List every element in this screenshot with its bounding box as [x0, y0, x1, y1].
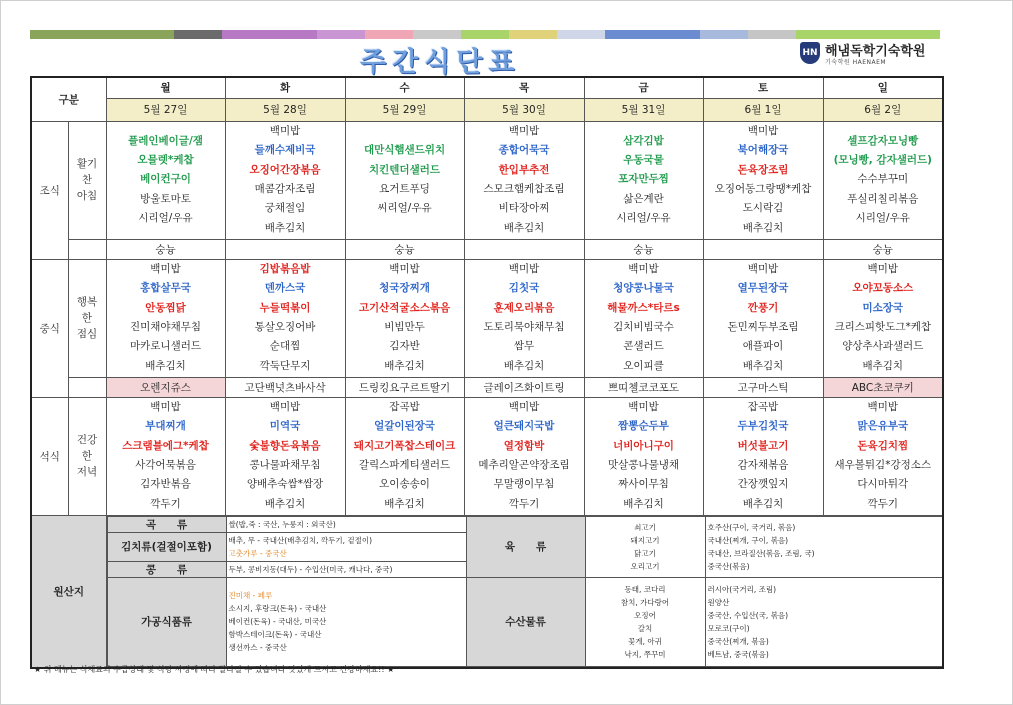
menu-item: 백미밥	[867, 401, 898, 414]
menu-item: 두부김칫국	[737, 420, 789, 433]
footer-note: ★ 위 메뉴는 식재료의 수급상태 및 식당 사정에 따라 달라질 수 있습니다 맛있게 드시고 건강하세요!! ★	[34, 665, 395, 674]
menu-item: 백미밥	[269, 125, 301, 138]
menu-item: 백미밥	[508, 125, 540, 138]
menu-item: 쌈무	[513, 340, 535, 353]
date-cell: 5월 28일	[225, 98, 345, 121]
menu-item: 깍두기	[150, 497, 181, 510]
date-cell: 5월 30일	[464, 98, 584, 121]
menu-cell	[464, 121, 584, 239]
menu-cell	[703, 259, 823, 377]
menu-item: 오징어동그랑땡*케찹	[714, 183, 812, 195]
stripe-segment	[796, 30, 844, 39]
menu-item: 플레인베이글/잼	[128, 134, 203, 147]
menu-item: 백미밥	[150, 401, 181, 414]
extra-cell	[703, 239, 823, 259]
stripe-segment	[126, 30, 174, 39]
menu-item: 통살오징어바	[254, 321, 316, 333]
menu-item: 돈육장조림	[737, 163, 789, 176]
menu-item: 수수부꾸미	[857, 173, 909, 186]
menu-cell	[823, 121, 943, 239]
gubun-header: 구분	[31, 77, 106, 121]
menu-item: 새우볼튀김*강정소스	[834, 459, 932, 471]
menu-item: 깍둑단무지	[259, 359, 311, 372]
menu-item: 깐풍기	[747, 301, 779, 314]
snack-cell: ABC초코쿠키	[823, 377, 943, 397]
snack-cell: 드링킹요구르트딸기	[345, 377, 464, 397]
menu-item: 너비아니구이	[613, 439, 674, 452]
menu-item: 잡곡밥	[389, 401, 420, 414]
menu-item: 요거트푸딩	[379, 183, 430, 195]
date-cell: 6월 2일	[823, 98, 943, 121]
menu-item: 청국장찌개	[379, 282, 430, 295]
menu-item: 백미밥	[867, 263, 898, 276]
menu-item: 숯불향돈육볶음	[249, 439, 321, 452]
day-header: 월	[106, 77, 225, 98]
menu-item: 삶은계란	[623, 192, 664, 205]
menu-item: 잡곡밥	[747, 401, 779, 414]
menu-item: 메추리알곤약장조림	[478, 459, 570, 471]
extra-cell: 숭늉	[823, 239, 943, 259]
menu-item: 시리얼/우유	[616, 211, 671, 224]
origin-kimchi-values: 배추, 무 - 국내산(배추김치, 깍두기, 겉절이) 고춧가루 - 중국산	[226, 532, 466, 561]
origin-meat-label: 육 류	[466, 516, 585, 577]
day-header: 목	[464, 77, 584, 98]
day-header: 금	[584, 77, 703, 98]
snack-cell: 고단백넛츠바사삭	[225, 377, 345, 397]
meal-sublabel: 건강 한 저녁	[68, 397, 106, 515]
origin-meat-items: 쇠고기 돼지고기 닭고기 오리고기	[585, 516, 705, 577]
menu-item: 오믈렛*케찹	[137, 154, 194, 167]
menu-item: 들깨수제비국	[254, 144, 316, 157]
origin-kimchi-label: 김치류(걸절이포함)	[107, 532, 226, 561]
menu-cell	[823, 259, 943, 377]
menu-cell	[106, 259, 225, 377]
day-header: 일	[823, 77, 943, 98]
menu-item: 갈릭스파게티샐러드	[358, 459, 451, 471]
menu-item: 콩나물파채무침	[249, 459, 321, 471]
snack-cell: 오렌지쥬스	[106, 377, 225, 397]
menu-item: 덴까스국	[264, 282, 306, 295]
menu-item: 오이송송이	[379, 478, 430, 491]
extra-cell: 숭늉	[584, 239, 703, 259]
logo	[800, 40, 925, 66]
menu-item: 베이컨구이	[140, 173, 191, 186]
menu-item: 우동국물	[623, 154, 664, 167]
origin-meat-values: 호주산(구이, 국거리, 볶음) 국내산(찌개, 구이, 볶음) 국내산, 브라질산(볶음, 조림, 국) 중국산(볶음)	[705, 516, 943, 577]
origin-processed-values: 진미채 - 페루 소시지, 후랑크(돈육) - 국내산 베이컨(돈육) - 국내산, 미국산 함박스테이크(돈육) - 국내산 생선까스 - 중국산	[226, 577, 466, 666]
day-header: 화	[225, 77, 345, 98]
menu-cell	[464, 397, 584, 515]
menu-item: 셀프감자모닝빵	[847, 134, 919, 147]
menu-cell	[225, 121, 345, 239]
origin-label: 원산지	[31, 515, 106, 668]
menu-item: 얼큰돼지국밥	[493, 420, 555, 433]
menu-item: 양배추숙쌈*쌈장	[246, 478, 324, 491]
menu-item: 스크램블에그*케찹	[122, 439, 209, 452]
meal-sublabel-empty	[68, 239, 106, 259]
origin-sea-values: 러시아(국거리, 조림) 원양산 중국산, 수입산(국, 볶음) 모로코(구이) 중국산(찌개, 볶음) 베트남, 중국(볶음)	[705, 577, 943, 666]
menu-item: 배추김치	[503, 221, 545, 234]
menu-item: 김치비빔국수	[613, 321, 674, 333]
stripe-segment	[78, 30, 126, 39]
origin-bean-value: 두부, 콩비지동(대두) - 수입산(미국, 캐나다, 중국)	[226, 561, 466, 577]
menu-item: 김자반볶음	[140, 478, 191, 491]
snack-cell: 쁘띠첼코코포도	[584, 377, 703, 397]
menu-item: 백미밥	[747, 125, 779, 138]
meal-label-lunch: 중식	[31, 259, 68, 397]
menu-item: 시리얼/우유	[855, 211, 910, 224]
menu-item: 김자반	[389, 340, 420, 353]
menu-item: 열정함박	[503, 439, 545, 452]
menu-cell	[464, 259, 584, 377]
menu-cell	[584, 397, 703, 515]
menu-item: 순대찜	[269, 340, 301, 353]
menu-item: 마카로니샐러드	[130, 340, 202, 353]
menu-item: 백미밥	[747, 263, 779, 276]
menu-item: 애플파이	[742, 340, 784, 353]
meal-sublabel: 행복 한 점심	[68, 259, 106, 377]
menu-item: 얼갈이된장국	[374, 420, 435, 433]
stripe-segment	[605, 30, 653, 39]
menu-item: 오야꼬동소스	[852, 282, 914, 295]
logo-sub: 기숙학원 HAENAEM	[825, 59, 887, 66]
menu-item: 미역국	[269, 420, 301, 433]
stripe-segment	[30, 30, 78, 39]
origin-table	[107, 516, 944, 667]
menu-cell	[345, 121, 464, 239]
menu-item: 고기산적굴소스볶음	[358, 301, 451, 314]
menu-item: 배추김치	[623, 497, 664, 510]
origin-processed-label: 가공식품류	[107, 577, 226, 666]
menu-item: 궁채절임	[264, 202, 306, 215]
date-cell: 5월 27일	[106, 98, 225, 121]
stripe-segment	[413, 30, 461, 39]
stripe-segment	[653, 30, 701, 39]
menu-item: 시리얼/우유	[138, 211, 193, 224]
menu-item: 백미밥	[508, 401, 540, 414]
menu-item: 맛살콩나물냉채	[608, 459, 680, 471]
menu-cell	[106, 121, 225, 239]
menu-item: 다시마튀각	[857, 478, 909, 491]
menu-item: 콘샐러드	[623, 340, 664, 353]
menu-item: 무말랭이무침	[493, 478, 555, 491]
menu-item: 간장깻잎지	[737, 478, 789, 491]
menu-item: 백미밥	[269, 401, 301, 414]
menu-item: 포자만두찜	[618, 173, 669, 186]
menu-item: 짬뽕순두부	[618, 420, 669, 433]
menu-item: 돼지고기폭찹스테이크	[353, 439, 456, 452]
menu-item: 배추김치	[145, 359, 186, 372]
stripe-segment	[509, 30, 557, 39]
menu-item: 비빔만두	[384, 321, 425, 333]
logo-name: 해냄독학기숙학원	[825, 44, 926, 59]
snack-cell: 글레이즈화이트링	[464, 377, 584, 397]
color-stripe	[30, 30, 940, 39]
stripe-segment	[222, 30, 270, 39]
menu-cell	[345, 397, 464, 515]
menu-item: 부대찌개	[145, 420, 186, 433]
stripe-segment	[174, 30, 222, 39]
menu-item: 배추김치	[264, 221, 306, 234]
menu-item: 배추김치	[384, 497, 425, 510]
menu-item: 양상추사과샐러드	[842, 340, 924, 353]
menu-item: 푸실리칠리볶음	[847, 192, 919, 205]
menu-item: 백미밥	[150, 263, 181, 276]
menu-item: 미소장국	[862, 301, 904, 314]
menu-item: 오이피클	[623, 359, 664, 372]
menu-cell	[345, 259, 464, 377]
menu-item: 도토리묵야채무침	[483, 321, 565, 333]
menu-cell	[584, 121, 703, 239]
origin-sea-label: 수산물류	[466, 577, 585, 666]
menu-cell	[106, 397, 225, 515]
menu-item: 청양콩나물국	[613, 282, 674, 295]
date-cell: 6월 1일	[703, 98, 823, 121]
menu-item: 훈제오리볶음	[493, 301, 555, 314]
stripe-segment	[892, 30, 940, 39]
menu-item: 짜사이무침	[618, 478, 669, 491]
menu-item: 안동찜닭	[145, 301, 186, 314]
stripe-segment	[557, 30, 605, 39]
menu-item: 맑은유부국	[857, 420, 909, 433]
day-header: 토	[703, 77, 823, 98]
stripe-segment	[748, 30, 796, 39]
origin-section	[106, 515, 943, 668]
origin-bean-label: 콩 류	[107, 561, 226, 577]
day-header: 수	[345, 77, 464, 98]
menu-item: 백미밥	[628, 401, 659, 414]
menu-item: 치킨텐더샐러드	[369, 163, 441, 176]
menu-cell	[703, 121, 823, 239]
menu-cell	[225, 397, 345, 515]
menu-item: 김밥볶음밥	[259, 263, 311, 276]
menu-item: 스모크햄케찹조림	[483, 183, 565, 195]
meal-sublabel-empty	[68, 377, 106, 397]
page-title: 주간식단표	[360, 47, 521, 78]
menu-item: 백미밥	[508, 263, 540, 276]
menu-item: 누들떡볶이	[259, 301, 311, 314]
menu-item: 배추김치	[742, 497, 784, 510]
menu-item: 배추김치	[384, 359, 425, 372]
origin-sea-items: 동태, 코다리 참치, 가다랑어 오징어 갈치 꽃게, 아귀 낙지, 쭈꾸미	[585, 577, 705, 666]
menu-item: 삼각김밥	[623, 134, 664, 147]
meal-label-dinner: 석식	[31, 397, 68, 515]
menu-item: 종합어묵국	[498, 144, 550, 157]
meal-label-breakfast: 조식	[31, 121, 68, 259]
snack-cell: 고구마스틱	[703, 377, 823, 397]
menu-item: 돈민찌두부조림	[727, 321, 799, 333]
menu-item: 배추김치	[862, 359, 904, 372]
origin-grain-value: 쌀(밥,죽 : 국산, 누룽지 : 외국산)	[226, 516, 466, 532]
meal-sublabel: 활기 찬 아침	[68, 121, 106, 239]
stripe-segment	[365, 30, 413, 39]
menu-cell	[584, 259, 703, 377]
menu-item: 배추김치	[742, 221, 784, 234]
menu-item: 배추김치	[742, 359, 784, 372]
menu-item: 버섯불고기	[737, 439, 789, 452]
menu-item: 대만식햄샌드위치	[363, 144, 446, 157]
extra-cell	[225, 239, 345, 259]
weekly-menu-table	[30, 76, 944, 669]
menu-item: 홍합살무국	[140, 282, 191, 295]
menu-item: 씨리얼/우유	[377, 202, 432, 215]
stripe-segment	[317, 30, 365, 39]
menu-item: 백미밥	[389, 263, 420, 276]
menu-item: 비타장아찌	[498, 202, 550, 215]
menu-item: 배추김치	[264, 497, 306, 510]
menu-item: 진미채야채무침	[130, 321, 202, 333]
date-cell: 5월 29일	[345, 98, 464, 121]
extra-cell: 숭늉	[345, 239, 464, 259]
origin-grain-label: 곡 류	[107, 516, 226, 532]
menu-item: 북어해장국	[737, 144, 789, 157]
extra-cell	[464, 239, 584, 259]
menu-cell	[225, 259, 345, 377]
menu-item: (모닝빵, 감자샐러드)	[833, 154, 932, 167]
menu-item: 백미밥	[628, 263, 659, 276]
menu-item: 오징어간장볶음	[249, 163, 321, 176]
menu-item: 감자채볶음	[737, 459, 789, 471]
menu-item: 배추김치	[503, 359, 545, 372]
menu-item: 방울토마토	[140, 192, 191, 205]
menu-item: 열무된장국	[737, 282, 789, 295]
menu-cell	[823, 397, 943, 515]
menu-item: 깍두기	[867, 497, 898, 510]
menu-item: 한입부추전	[498, 163, 550, 176]
extra-cell: 숭늉	[106, 239, 225, 259]
stripe-segment	[700, 30, 748, 39]
menu-cell	[703, 397, 823, 515]
stripe-segment	[269, 30, 317, 39]
stripe-segment	[844, 30, 892, 39]
menu-item: 사각어묵볶음	[135, 459, 196, 471]
menu-item: 해물까스*타르s	[607, 301, 680, 314]
stripe-segment	[461, 30, 509, 39]
menu-item: 깍두기	[508, 497, 540, 510]
menu-item: 돈육김치찜	[857, 439, 909, 452]
logo-mark: HN	[800, 42, 820, 64]
menu-item: 매콤감자조림	[254, 183, 316, 195]
date-cell: 5월 31일	[584, 98, 703, 121]
menu-item: 김칫국	[508, 282, 540, 295]
menu-item: 크리스피핫도그*케찹	[834, 321, 932, 333]
menu-item: 도시락김	[742, 202, 784, 215]
